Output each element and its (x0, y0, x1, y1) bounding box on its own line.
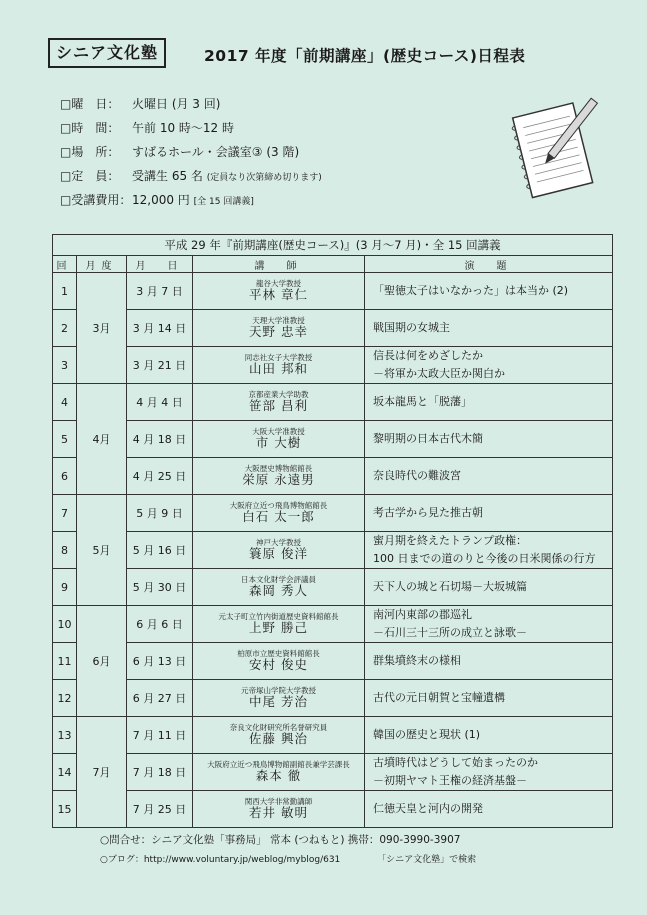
table-row: 11 6 月 13 日 柏原市立歴史資料館館長 安村 俊史 群集墳終末の様相 (53, 643, 613, 680)
table-row: 8 5 月 16 日 神戸大学教授 簑原 俊洋 蜜月期を終えたトランプ政権： 100 日までの道のりと今後の日米関係の行方 (53, 532, 613, 569)
info-row-day: □曜 日： 火曜日 (月 3 回) (60, 97, 221, 111)
table-row: 9 5 月 30 日 日本文化財学会評議員 森岡 秀人 天下人の城と石切場－大坂城篇 (53, 569, 613, 606)
notebook-pen-illustration (508, 96, 608, 206)
info-row-fee: □受講費用：12,000 円 [全 15 回講義] (60, 193, 254, 207)
table-row: 7 5月 5 月 9 日 大阪府立近つ飛鳥博物館館長 白石 太一郎 考古学から見た推古朝 (53, 495, 613, 532)
month-cell: 3月 (77, 273, 127, 384)
schedule-caption: 平成 29 年『前期講座(歴史コース)』(3 月～7 月)・全 15 回講義 (53, 235, 613, 256)
table-row: 13 7月 7 月 11 日 奈良文化財研究所名誉研究員 佐藤 興治 韓国の歴史と現状 (1) (53, 717, 613, 754)
table-row: 2 3 月 14 日 天理大学准教授 天野 忠幸 戦国期の女城主 (53, 310, 613, 347)
table-row: 5 4 月 18 日 大阪大学准教授 市 大樹 黎明期の日本古代木簡 (53, 421, 613, 458)
page-title: 2017 年度「前期講座」(歴史コース)日程表 (204, 47, 526, 65)
org-name-box: シニア文化塾 (48, 38, 166, 68)
table-row: 10 6月 6 月 6 日 元太子町立竹内街道歴史資料館館長 上野 勝己 南河内東部の郡巡礼 －石川三十三所の成立と詠歌－ (53, 606, 613, 643)
header-month: 月度 (77, 256, 127, 273)
course-info (60, 92, 322, 212)
info-row-place: □場 所： すばるホール・会議室③ (3 階) (60, 145, 300, 159)
contact-line: ○問合せ：シニア文化塾「事務局」 常本 (つねもと) 携帯：090-3990-3907 (100, 834, 461, 846)
header-number: 回 (53, 256, 77, 273)
table-row: 14 7 月 18 日 大阪府立近つ飛鳥博物館副館長兼学芸課長 森本 徹 古墳時代はどうして始まったのか －初期ヤマト王権の経済基盤－ (53, 754, 613, 791)
header-date: 月 日 (127, 256, 193, 273)
table-row: 4 4月 4 月 4 日 京都産業大学助教 笹部 昌利 坂本龍馬と「脱藩」 (53, 384, 613, 421)
header-lecturer: 講 師 (193, 256, 365, 273)
footer (100, 830, 476, 870)
schedule-table (52, 234, 613, 828)
month-cell: 5月 (77, 495, 127, 606)
month-cell: 6月 (77, 606, 127, 717)
table-row: 6 4 月 25 日 大阪歴史博物館館長 栄原 永遠男 奈良時代の難波宮 (53, 458, 613, 495)
table-row: 3 3 月 21 日 同志社女子大学教授 山田 邦和 信長は何をめざしたか －将軍か太政大臣か関白か (53, 347, 613, 384)
blog-line: ○ブログ：http://www.voluntary.jp/weblog/myblog/631 「シニア文化塾」で検索 (100, 855, 477, 865)
info-row-capacity: □定 員： 受講生 65 名 (定員なり次第締め切ります) (60, 169, 322, 183)
info-row-time: □時 間： 午前 10 時～12 時 (60, 121, 234, 135)
table-row: 12 6 月 27 日 元帝塚山学院大学教授 中尾 芳治 古代の元日朝賀と宝幢遺構 (53, 680, 613, 717)
header-topic: 演 題 (365, 256, 613, 273)
table-row: 1 3月 3 月 7 日 龍谷大学教授 平林 章仁 「聖徳太子はいなかった」は本当か (2) (53, 273, 613, 310)
month-cell: 4月 (77, 384, 127, 495)
table-row: 15 7 月 25 日 関西大学非常勤講師 若井 敏明 仁徳天皇と河内の開発 (53, 791, 613, 828)
month-cell: 7月 (77, 717, 127, 828)
